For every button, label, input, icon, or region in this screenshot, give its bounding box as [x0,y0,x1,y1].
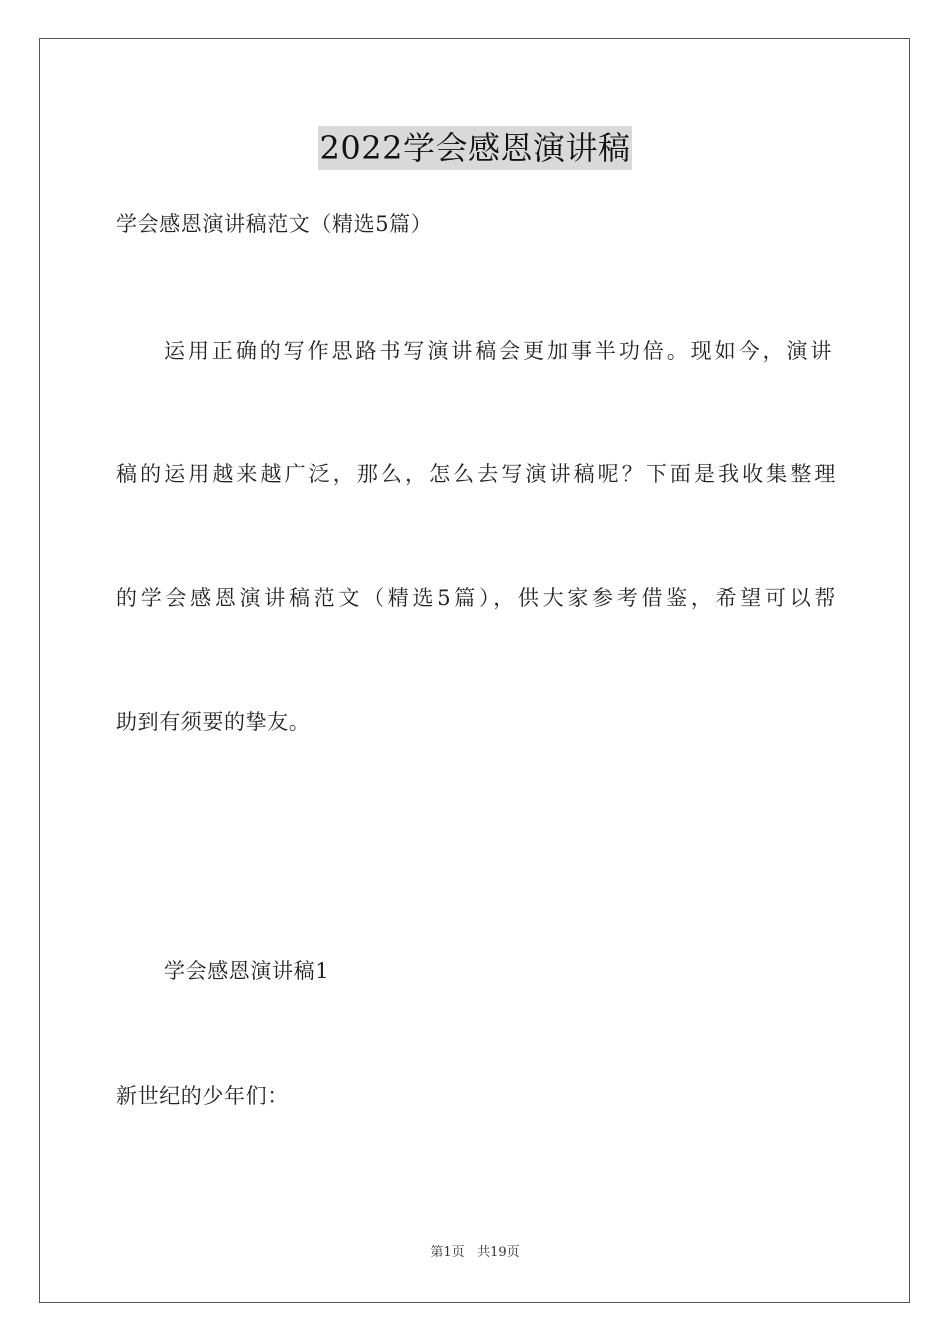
intro-line-4: 助到有须要的挚友。 [116,710,311,734]
title-container [0,126,950,170]
salutation: 新世纪的少年们： [116,1084,289,1108]
page-number: 第1页 [430,1245,465,1260]
intro-line-1: 运用正确的写作思路书写演讲稿会更加事半功倍。现如今，演讲 [164,339,832,363]
intro-line-2: 稿的运用越来越广泛，那么，怎么去写演讲稿呢？下面是我收集整理 [116,462,836,486]
page-footer [0,1244,950,1262]
intro-line-3: 的学会感恩演讲稿范文（精选5篇），供大家参考借鉴，希望可以帮 [116,586,836,610]
page-total: 共19页 [477,1245,520,1260]
document-title: 2022学会感恩演讲稿 [318,126,633,170]
document-subtitle: 学会感恩演讲稿范文（精选5篇） [116,212,433,236]
section-heading: 学会感恩演讲稿1 [164,959,330,983]
